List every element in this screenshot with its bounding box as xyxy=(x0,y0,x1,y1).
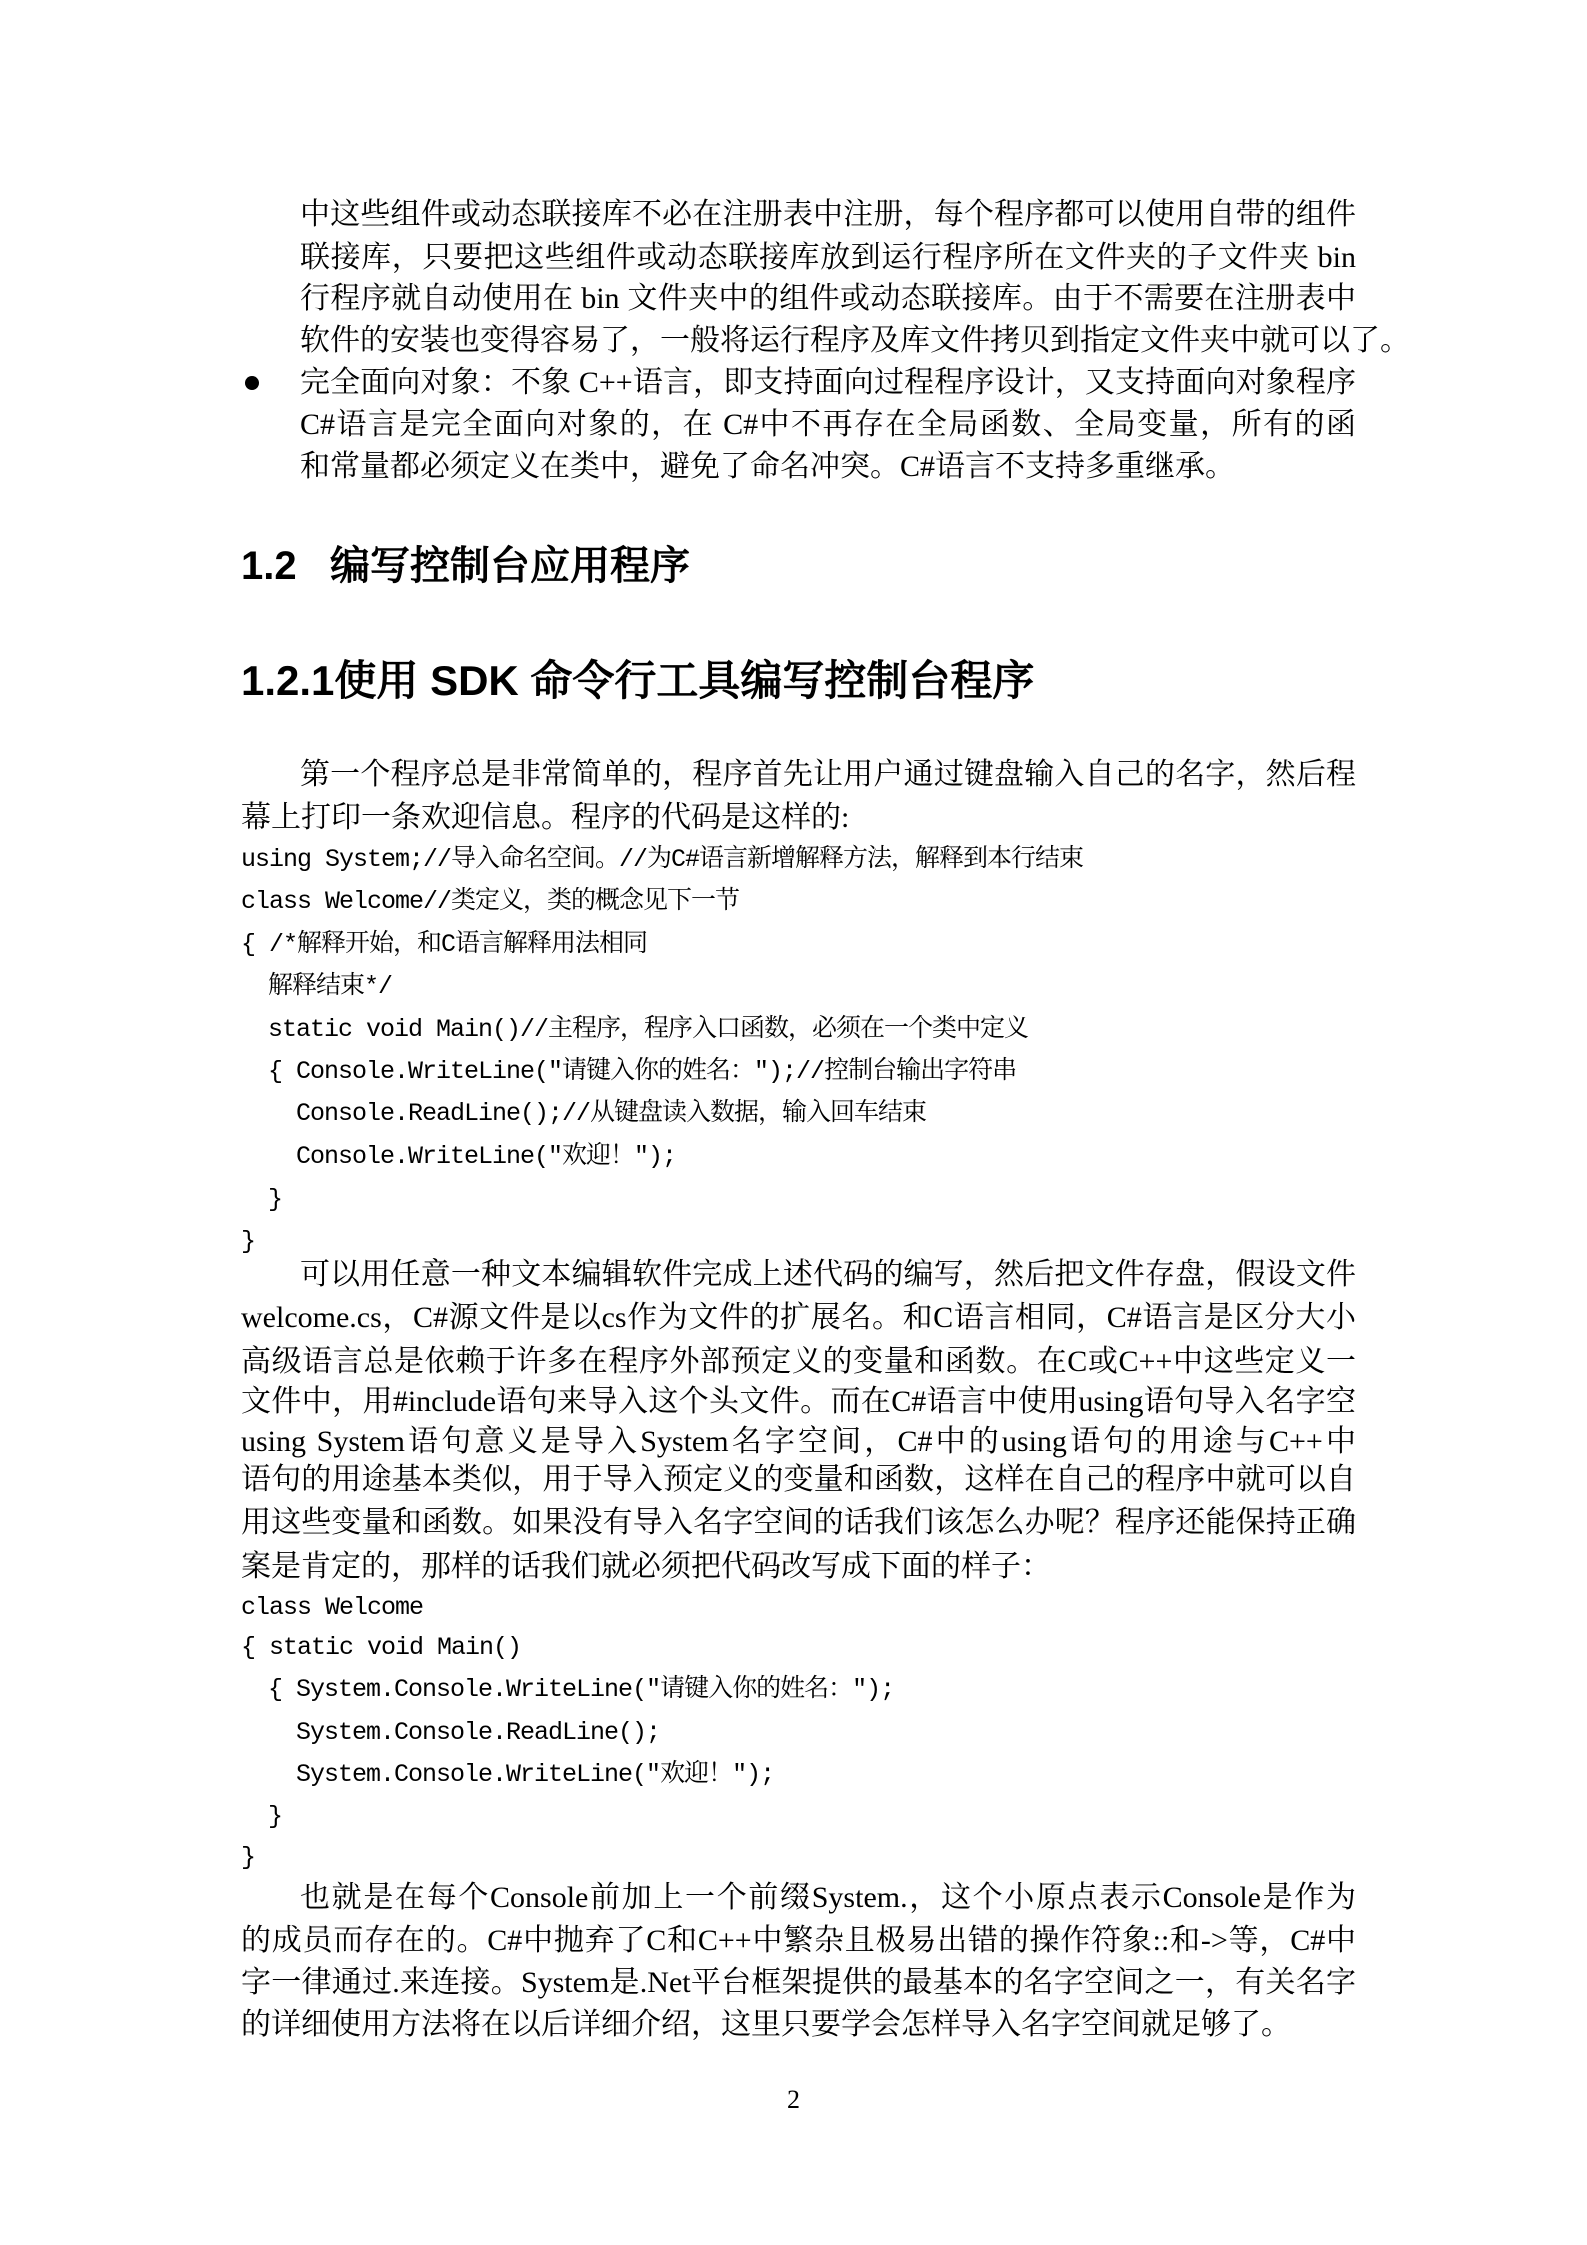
paragraph-line: 字一律通过.来连接。System是.Net平台框架提供的最基本的名字空间之一，有关名字 xyxy=(241,1966,1356,1999)
paragraph-line: 联接库，只要把这些组件或动态联接库放到运行程序所在文件夹的子文件夹 bin xyxy=(300,241,1356,274)
paragraph-line: 案是肯定的，那样的话我们就必须把代码改写成下面的样子： xyxy=(241,1550,1051,1583)
code-line: System.Console.ReadLine(); xyxy=(296,1718,661,1747)
code-line: { System.Console.WriteLine("请键入你的姓名："); xyxy=(268,1675,895,1704)
code-line: } xyxy=(241,1843,256,1872)
code-line: 解释结束*/ xyxy=(268,972,393,1001)
code-line: { Console.WriteLine("请键入你的姓名：");//控制台输出字符串 xyxy=(268,1057,1017,1086)
bullet-line: 完全面向对象：不象 C++语言，即支持面向过程程序设计，又支持面向对象程序 xyxy=(300,366,1356,399)
paragraph-line: 中这些组件或动态联接库不必在注册表中注册，每个程序都可以使用自带的组件 xyxy=(300,198,1356,231)
code-line: { static void Main() xyxy=(241,1633,522,1662)
bullet-line: 和常量都必须定义在类中，避免了命名冲突。C#语言不支持多重继承。 xyxy=(300,450,1236,483)
paragraph-line: welcome.cs，C#源文件是以cs作为文件的扩展名。和C语言相同，C#语言是区分大小 xyxy=(241,1301,1356,1334)
paragraph-line: 第一个程序总是非常简单的，程序首先让用户通过键盘输入自己的名字，然后程 xyxy=(300,758,1356,791)
code-line: } xyxy=(268,1802,283,1831)
paragraph-line: 软件的安装也变得容易了，一般将运行程序及库文件拷贝到指定文件夹中就可以了。 xyxy=(300,324,1410,357)
code-line: } xyxy=(241,1227,256,1256)
code-line: class Welcome xyxy=(241,1593,424,1622)
bullet-icon xyxy=(245,376,259,390)
paragraph-line: 的详细使用方法将在以后详细介绍，这里只要学会怎样导入名字空间就足够了。 xyxy=(241,2008,1291,2041)
paragraph-line: 幕上打印一条欢迎信息。程序的代码是这样的: xyxy=(241,801,850,834)
paragraph-line: 高级语言总是依赖于许多在程序外部预定义的变量和函数。在C或C++中这些定义一 xyxy=(241,1345,1356,1378)
paragraph-line: using System语句意义是导入System名字空间，C#中的using语句的用途与C++中 xyxy=(241,1425,1356,1458)
paragraph-line: 也就是在每个Console前加上一个前缀System.，这个小原点表示Console是作为 xyxy=(300,1881,1356,1914)
code-line: } xyxy=(268,1185,283,1214)
paragraph-line: 可以用任意一种文本编辑软件完成上述代码的编写，然后把文件存盘，假设文件 xyxy=(300,1258,1356,1291)
code-line: { /*解释开始，和C语言解释用法相同 xyxy=(241,930,648,959)
code-line: using System;//导入命名空间。//为C#语言新增解释方法，解释到本行结束 xyxy=(241,845,1084,874)
bullet-line: C#语言是完全面向对象的，在 C#中不再存在全局函数、全局变量，所有的函 xyxy=(300,408,1356,441)
code-line: static void Main()//主程序，程序入口函数，必须在一个类中定义 xyxy=(268,1015,1029,1044)
code-line: System.Console.WriteLine("欢迎！"); xyxy=(296,1760,775,1789)
page-number: 2 xyxy=(787,2085,800,2114)
paragraph-line: 用这些变量和函数。如果没有导入名字空间的话我们该怎么办呢？程序还能保持正确 xyxy=(241,1506,1356,1539)
paragraph-line: 的成员而存在的。C#中抛弃了C和C++中繁杂且极易出错的操作符象::和->等，C#中 xyxy=(241,1924,1356,1957)
section-heading: 1.2 编写控制台应用程序 xyxy=(241,544,690,588)
code-line: Console.ReadLine();//从键盘读入数据，输入回车结束 xyxy=(296,1099,927,1128)
paragraph-line: 语句的用途基本类似，用于导入预定义的变量和函数，这样在自己的程序中就可以自 xyxy=(241,1463,1356,1496)
paragraph-line: 文件中，用#include语句来导入这个头文件。而在C#语言中使用using语句导入名字空 xyxy=(241,1385,1356,1418)
code-line: class Welcome//类定义，类的概念见下一节 xyxy=(241,887,740,916)
subsection-heading: 1.2.1使用 SDK 命令行工具编写控制台程序 xyxy=(241,657,1035,704)
code-line: Console.WriteLine("欢迎！"); xyxy=(296,1142,677,1171)
paragraph-line: 行程序就自动使用在 bin 文件夹中的组件或动态联接库。由于不需要在注册表中 xyxy=(300,282,1356,315)
